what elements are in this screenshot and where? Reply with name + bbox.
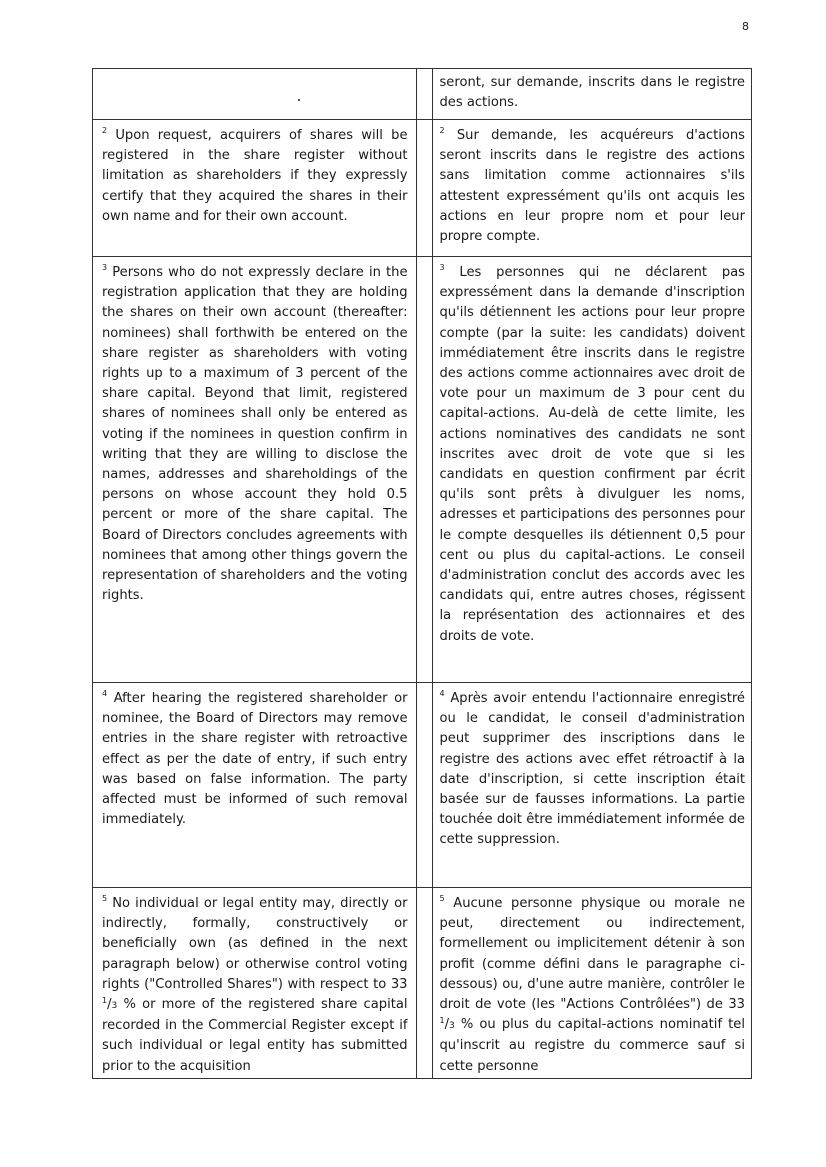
- column-gutter: [417, 120, 434, 256]
- paragraph-number: 5: [102, 894, 108, 903]
- french-cell: [433, 257, 751, 682]
- paragraph-number: 3: [102, 263, 108, 272]
- english-cell: $^5$ No individual or legal entity may, directly or indirectly, formally, constructively or beneficially own (as defined in the next paragraph below) or otherwise control voting rights ("Controlled Shares") with respect to 33 $^1$/3 % or more of the registered share capital recorded in the Commercial Register except if such individual or legal entity has submitted prior to the acquisition: [93, 888, 417, 1078]
- table-row: [93, 887, 751, 1078]
- column-gutter: [417, 683, 434, 887]
- paragraph-number: 2: [439, 126, 445, 135]
- french-text: Les personnes qui ne déclarent pas expressément dans la demande d'inscription qu'ils détiennent les actions pour leur propre compte (par la suite: les candidats) doivent immédiatement être inscrits dans le registre des actions comme actionnaires avec droit de vote pour un maximum de 3 pour cent du capital-actions. Au-delà de cette limite, les actions nominatives des candidats ne sont inscrites avec droit de vote que si les candidats en question confirment par écrit qu'ils sont prêts à divulguer les noms, adresses et participations des personnes pour le compte desquelles ils détiennent 0,5 pour cent ou plus du capital-actions. Le conseil d'administration conclut des accords avec les candidats qui, entre autres choses, régissent la représentation des actionnaires et des droits de vote.: [439, 265, 745, 644]
- column-gutter: [417, 257, 434, 682]
- english-text-part-2: % or more of the registered share capital recorded in the Commercial Register except if such individual or legal entity has submitted prior to the acquisition: [102, 997, 408, 1074]
- french-cell: [433, 683, 751, 887]
- english-cell: [93, 120, 417, 256]
- french-text: seront, sur demande, inscrits dans le registre des actions.: [439, 75, 745, 111]
- paragraph-number: 3: [439, 263, 445, 272]
- page-number: 8: [742, 20, 749, 33]
- fraction-numerator: 1: [102, 996, 108, 1006]
- english-cell: [93, 257, 417, 682]
- french-cell: [433, 69, 751, 119]
- paragraph-number: 5: [439, 894, 445, 903]
- paragraph-number: 2: [102, 126, 108, 135]
- table-row: [93, 69, 751, 119]
- fraction-denominator: 3: [449, 1021, 455, 1032]
- french-text-part-2: % ou plus du capital-actions nominatif tel qu'inscrit au registre du commerce sauf si cette personne: [439, 1017, 745, 1074]
- english-text-part-1: No individual or legal entity may, directly or indirectly, formally, constructively or beneficially own (as defined in the next paragraph below) or otherwise control voting rights ("Controlled Shares") with respect to 33: [102, 896, 408, 992]
- french-text: Sur demande, les acquéreurs d'actions seront inscrits dans le registre des actions sans limitation comme actionnaires s'ils attestent expressément qu'ils ont acquis les actions en leur propre nom et pour leur propre compte.: [439, 128, 745, 245]
- french-text-part-1: Aucune personne physique ou morale ne peut, directement ou indirectement, formellement ou implicitement détenir à son profit (comme défini dans le paragraphe ci-dessous) ou, d'une autre manière, contrôler le droit de vote (les "Actions Contrôlées") de 33: [439, 896, 746, 1013]
- fraction-denominator: 3: [111, 1001, 118, 1012]
- bilingual-table: [92, 68, 752, 1079]
- table-row: [93, 682, 751, 887]
- french-cell: [433, 120, 751, 256]
- paragraph-number: 4: [102, 689, 108, 698]
- table-row: [93, 119, 751, 256]
- stray-mark: [298, 99, 300, 101]
- column-gutter: [417, 69, 434, 119]
- french-cell: $^5$ Aucune personne physique ou morale ne peut, directement ou indirectement, formellement ou implicitement détenir à son profit (comme défini dans le paragraphe ci-dessous) ou, d'une autre manière, contrôler le droit de vote (les "Actions Contrôlées") de 33 $^1$/3 % ou plus du capital-actions nominatif tel qu'inscrit au registre du commerce sauf si cette personne: [439, 894, 746, 1074]
- english-cell: [93, 69, 417, 119]
- table-row: [93, 256, 751, 682]
- english-text: After hearing the registered shareholder or nominee, the Board of Directors may remove entries in the share register with retroactive effect as per the date of entry, if such entry was based on false information. The party affected must be informed of such removal immediately.: [102, 691, 408, 828]
- column-gutter: [417, 888, 434, 1078]
- paragraph-number: 4: [439, 689, 445, 698]
- english-cell: [93, 683, 417, 887]
- french-text: Après avoir entendu l'actionnaire enregistré ou le candidat, le conseil d'administration peut supprimer des inscriptions dans le registre des actions avec effet rétroactif à la date d'inscription, si cette inscription était basée sur de fausses informations. La partie touchée doit être immédiatement informée de cette suppression.: [439, 691, 745, 848]
- english-text: Persons who do not expressly declare in the registration application that they are holding the shares on their own account (thereafter: nominees) shall forthwith be entered on the share register as shareholders with voting rights up to a maximum of 3 percent of the share capital. Beyond that limit, registered shares of nominees shall only be entered as voting if the nominees in question confirm in writing that they are willing to disclose the names, addresses and shareholdings of the persons on whose account they hold 0.5 percent or more of the share capital. The Board of Directors concludes agreements with nominees that among other things govern the representation of shareholders and the voting rights.: [102, 265, 408, 604]
- english-text: Upon request, acquirers of shares will be registered in the share register without limitation as shareholders if they expressly certify that they acquired the shares in their own name and for their own account.: [102, 128, 408, 224]
- fraction-numerator: 1: [439, 1016, 445, 1026]
